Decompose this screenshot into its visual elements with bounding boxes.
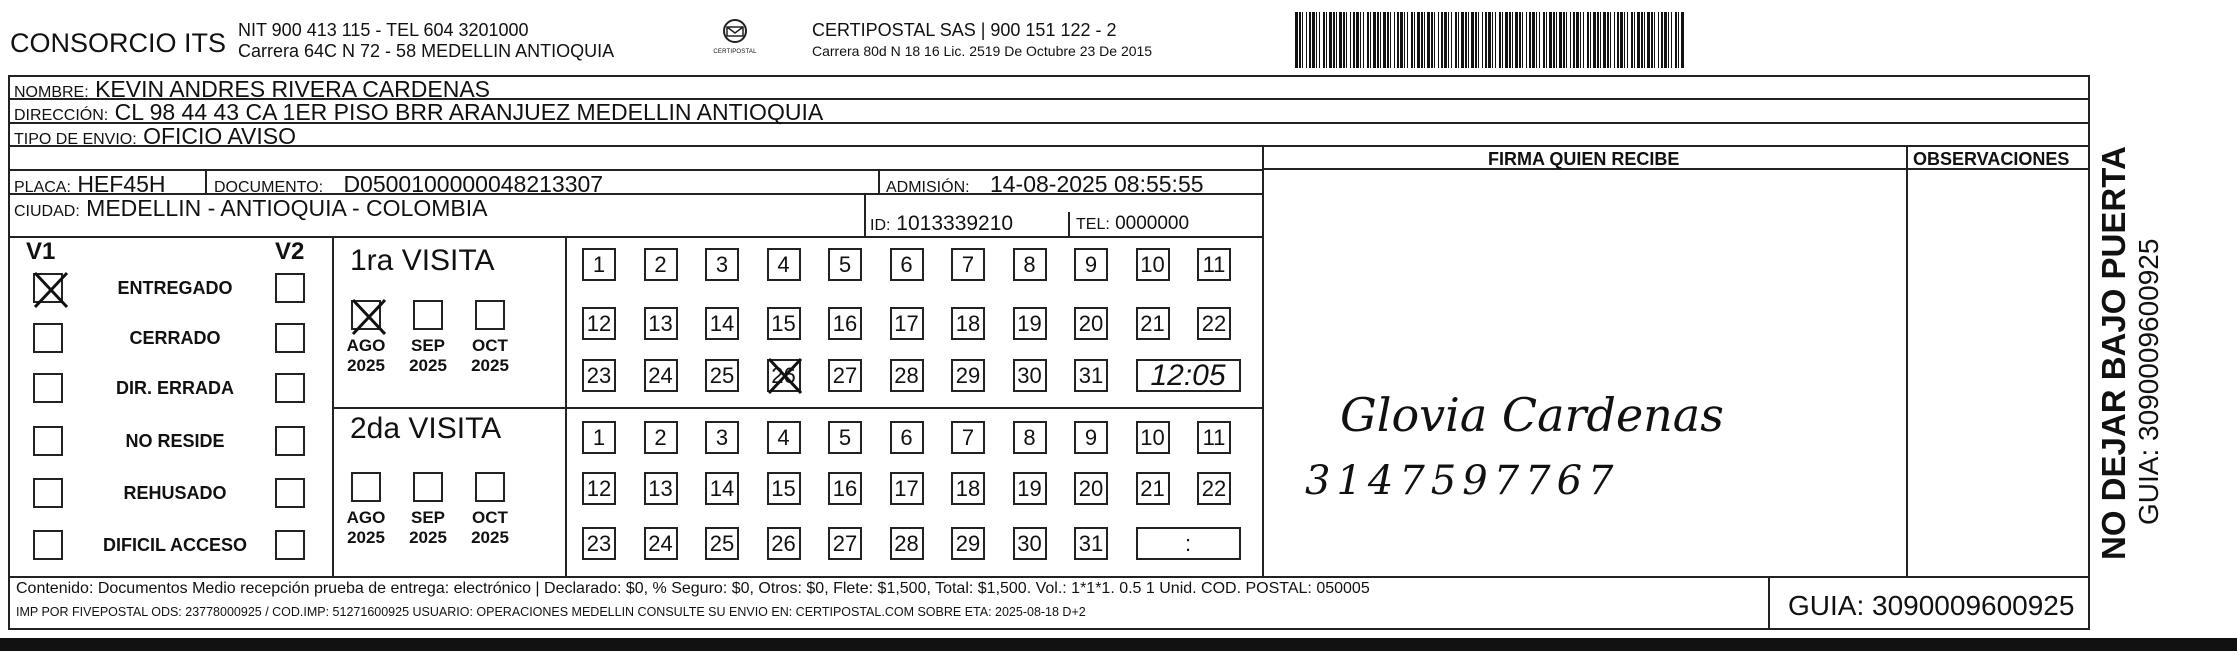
company-nit-block [238,20,614,62]
day-box-18[interactable]: 18 [951,472,985,505]
day-box-6[interactable]: 6 [890,248,924,281]
day-box-4[interactable]: 4 [767,421,801,454]
admision-value: 14-08-2025 08:55:55 [989,171,1204,197]
cert-line: CERTIPOSTAL SAS | 900 151 122 - 2 [812,20,1117,40]
month-checkbox-sep[interactable] [413,300,443,330]
day-box-2[interactable]: 2 [644,421,678,454]
day-box-16[interactable]: 16 [828,472,862,505]
observaciones-title: OBSERVACIONES [1913,149,2070,169]
ciudad-row [14,197,487,220]
day-box-18[interactable]: 18 [951,307,985,340]
day-box-5[interactable]: 5 [828,421,862,454]
status-option-label: DIR. ERRADA [115,378,234,398]
logo-text: CERTIPOSTAL [713,49,757,55]
direccion-row [14,101,823,124]
day-box-8[interactable]: 8 [1013,248,1047,281]
day-box-14[interactable]: 14 [705,472,739,505]
admision-row [886,173,1204,196]
day-box-15[interactable]: 15 [767,472,801,505]
day-box-27[interactable]: 27 [828,359,862,392]
day-box-4[interactable]: 4 [767,248,801,281]
day-box-24[interactable]: 24 [644,359,678,392]
day-box-17[interactable]: 17 [890,472,924,505]
nombre-row [14,78,490,101]
day-box-28[interactable]: 28 [890,359,924,392]
day-box-19[interactable]: 19 [1013,307,1047,340]
no-dejar-text: NO DEJAR BAJO PUERTA [2095,146,2132,560]
day-box-6[interactable]: 6 [890,421,924,454]
nit-line: NIT 900 413 115 - TEL 604 3201000 [238,20,529,40]
day-box-11[interactable]: 11 [1197,248,1231,281]
month-checkbox-ago[interactable] [351,472,381,502]
day-box-3[interactable]: 3 [705,248,739,281]
side-guia: GUIA: 3090009600925 [2133,238,2164,525]
visit2-title: 2da VISITA [350,412,502,445]
tel-label: TEL: [1076,216,1110,233]
v1-checkbox-3[interactable] [33,426,63,456]
day-box-10[interactable]: 10 [1136,248,1170,281]
day-box-7[interactable]: 7 [951,421,985,454]
month-checkbox-ago[interactable] [351,300,381,330]
day-box-17[interactable]: 17 [890,307,924,340]
v1-checkbox-0[interactable] [33,273,63,303]
status-option-label: REHUSADO [123,483,227,503]
day-box-13[interactable]: 13 [644,307,678,340]
footer-guia: GUIA: 3090009600925 [1788,590,2075,621]
x-mark-icon [31,269,71,311]
bottom-bar [0,638,2237,651]
month-checkbox-oct[interactable] [475,300,505,330]
day-box-28[interactable]: 28 [890,527,924,560]
admision-label: ADMISIÓN: [886,179,970,196]
v2-checkbox-3[interactable] [275,426,305,456]
day-box-13[interactable]: 13 [644,472,678,505]
tipo-label: TIPO DE ENVIO: [14,131,137,148]
tel-row [1076,214,1189,233]
month-label: SEP 2025 [409,508,447,547]
day-box-29[interactable]: 29 [951,527,985,560]
direccion-value: CL 98 44 43 CA 1ER PISO BRR ARANJUEZ MEDELLIN ANTIOQUIA [114,99,824,125]
v2-checkbox-1[interactable] [275,323,305,353]
placa-row [14,173,166,196]
day-box-25[interactable]: 25 [705,359,739,392]
month-label: SEP 2025 [409,336,447,375]
id-row [870,213,1013,234]
day-box-12[interactable]: 12 [582,307,616,340]
month-label: OCT 2025 [471,508,509,547]
visit1-title: 1ra VISITA [350,244,495,277]
day-box-14[interactable]: 14 [705,307,739,340]
month-label: AGO 2025 [346,508,386,547]
day-box-25[interactable]: 25 [705,527,739,560]
day-box-22[interactable]: 22 [1197,307,1231,340]
footer-content-line: Contenido: Documentos Medio recepción prueba de entrega: electrónico | Declarado: $0, % Seguro: $0, Otros: $0, Flete: $1,500, Total: $1,500. Vol.: 1*1*1. 0.5 1 Unid. COD. POSTAL: 050005 [16,580,1370,597]
v1-checkbox-4[interactable] [33,478,63,508]
day-box-26[interactable]: 26 [767,527,801,560]
cert-address: Carrera 80d N 18 16 Lic. 2519 De Octubre 23 De 2015 [812,43,1153,59]
day-box-30[interactable]: 30 [1013,527,1047,560]
status-option-label: CERRADO [129,328,221,348]
documento-label: DOCUMENTO: [214,179,324,196]
v2-checkbox-4[interactable] [275,478,305,508]
company-name: CONSORCIO ITS [10,28,227,58]
v2-checkbox-0[interactable] [275,273,305,303]
v1-checkbox-1[interactable] [33,323,63,353]
day-box-1[interactable]: 1 [582,421,616,454]
certipostal-info [812,20,1152,62]
day-box-12[interactable]: 12 [582,472,616,505]
id-value: 1013339210 [896,212,1014,235]
day-box-9[interactable]: 9 [1074,248,1108,281]
day-box-8[interactable]: 8 [1013,421,1047,454]
x-mark-icon [349,296,389,338]
day-box-1[interactable]: 1 [582,248,616,281]
direccion-label: DIRECCIÓN: [14,107,109,124]
status-option-label: NO RESIDE [125,431,225,451]
address-line: Carrera 64C N 72 - 58 MEDELLIN ANTIOQUIA [238,41,615,61]
day-box-23[interactable]: 23 [582,359,616,392]
documento-row [214,173,603,196]
day-box-21[interactable]: 21 [1136,307,1170,340]
day-box-11[interactable]: 11 [1197,421,1231,454]
footer-imp-line: IMP POR FIVEPOSTAL ODS: 23778000925 / COD.IMP: 51271600925 USUARIO: OPERACIONES MEDELLIN CONSULTE SU ENVIO EN: CERTIPOSTAL.COM SOBRE ETA: 2025-08-18 D+2 [16,605,1086,619]
month-checkbox-oct[interactable] [475,472,505,502]
firma-title: FIRMA QUIEN RECIBE [1488,149,1680,169]
v1-checkbox-5[interactable] [33,530,63,560]
day-box-20[interactable]: 20 [1074,307,1108,340]
envelope-logo-icon [718,18,752,44]
barcode [1295,12,1930,68]
handwritten-name: Glovia Cardenas [1340,388,1724,442]
documento-value: D0500100000048213307 [343,171,604,197]
v1-label: V1 [26,238,56,265]
nombre-label: NOMBRE: [14,84,89,101]
day-box-15[interactable]: 15 [767,307,801,340]
day-box-31[interactable]: 31 [1074,527,1108,560]
day-box-16[interactable]: 16 [828,307,862,340]
certipostal-logo [700,18,770,55]
month-checkbox-sep[interactable] [413,472,443,502]
status-option-label: ENTREGADO [117,278,233,298]
day-box-5[interactable]: 5 [828,248,862,281]
day-box-23[interactable]: 23 [582,527,616,560]
day-box-10[interactable]: 10 [1136,421,1170,454]
x-mark-icon [765,355,805,397]
time-box[interactable]: : [1136,527,1241,560]
handwritten-phone: 3147597767 [1305,458,1620,504]
v1-checkbox-2[interactable] [33,373,63,403]
day-box-29[interactable]: 29 [951,359,985,392]
nombre-value: KEVIN ANDRES RIVERA CARDENAS [95,76,491,102]
placa-value: HEF45H [77,171,166,197]
day-box-19[interactable]: 19 [1013,472,1047,505]
day-box-9[interactable]: 9 [1074,421,1108,454]
day-box-20[interactable]: 20 [1074,472,1108,505]
day-box-26[interactable]: 26 [767,359,801,392]
month-label: OCT 2025 [471,336,509,375]
ciudad-label: CIUDAD: [14,203,80,220]
day-box-30[interactable]: 30 [1013,359,1047,392]
ciudad-value: MEDELLIN - ANTIOQUIA - COLOMBIA [86,195,488,221]
day-box-27[interactable]: 27 [828,527,862,560]
month-label: AGO 2025 [346,336,386,375]
placa-label: PLACA: [14,179,71,196]
day-box-31[interactable]: 31 [1074,359,1108,392]
day-box-22[interactable]: 22 [1197,472,1231,505]
day-box-21[interactable]: 21 [1136,472,1170,505]
day-box-2[interactable]: 2 [644,248,678,281]
tipo-value: OFICIO AVISO [143,123,297,149]
tipo-row [14,125,296,148]
day-box-3[interactable]: 3 [705,421,739,454]
id-label: ID: [870,217,891,234]
day-box-7[interactable]: 7 [951,248,985,281]
v2-checkbox-2[interactable] [275,373,305,403]
tel-value: 0000000 [1115,213,1190,234]
day-box-24[interactable]: 24 [644,527,678,560]
time-box[interactable]: 12:05 [1136,359,1241,392]
v2-label: V2 [275,238,305,265]
status-option-label: DIFICIL ACCESO [102,535,247,555]
v2-checkbox-5[interactable] [275,530,305,560]
